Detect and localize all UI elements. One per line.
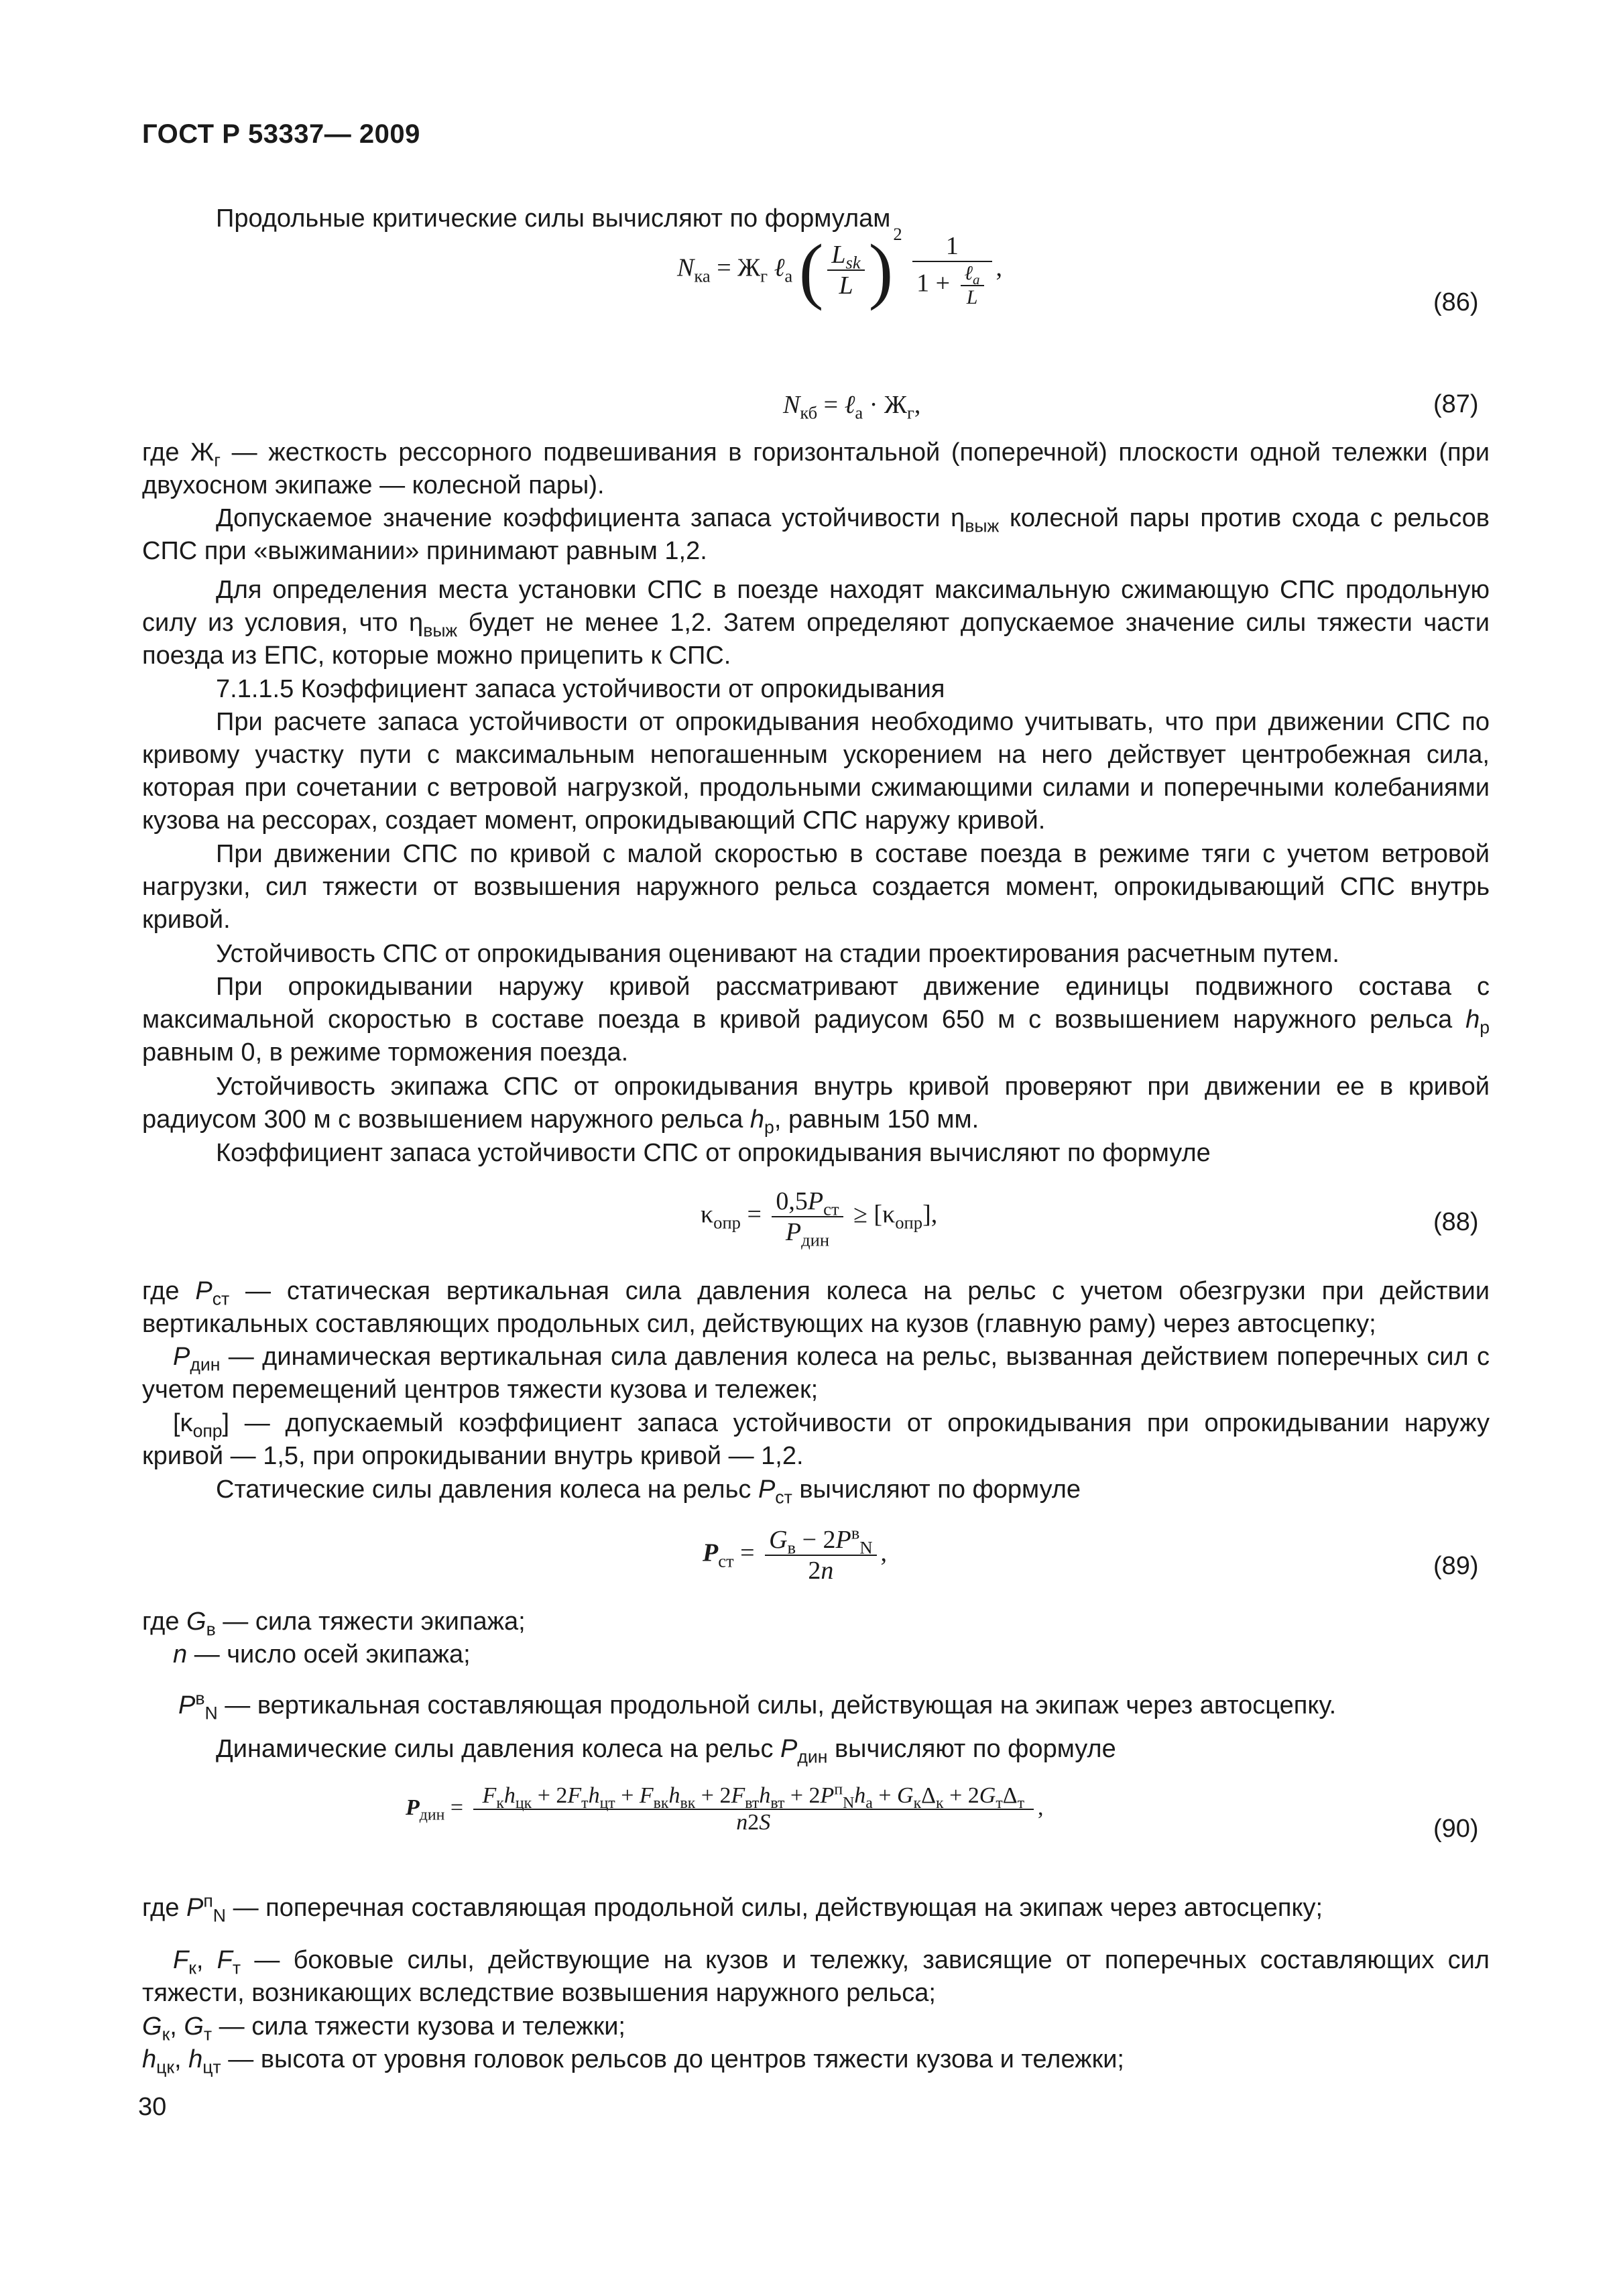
equation-number-88: (88) [1433,1208,1479,1236]
paragraph: При опрокидывании наружу кривой рассматривают движение единицы подвижного состава с максимальной скоростью в составе поезда в кривой радиусом 650 м с возвышением наружного рельса $h_р$ равным 0, в режиме торможения поезда. [142,973,1490,1067]
equation-number-87: (87) [1433,390,1479,418]
formula-86: $N_{ка} = Ж_г$ ℓ$_а$ ( $\frac{L_{sk}}{L}$ )$^2$ 1 1 + $\frac{\ell_а}{L}$ , [677,224,1003,311]
section-heading: 7.1.1.5 Коэффициент запаса устойчивости от опрокидывания [216,675,945,703]
paragraph: Динамические силы давления колеса на рельс $P_{дин}$ вычисляют по формуле [216,1735,1116,1767]
page-number: 30 [138,2093,167,2121]
equation-number-89: (89) [1433,1552,1479,1580]
equation-number-86: (86) [1433,288,1479,316]
formula-89: $P_{ст}$ = $\frac{G_в - 2P^в_N}{2n}$ , [703,1522,888,1585]
paragraph: n — число осей экипажа; [173,1640,471,1669]
paragraph: Допускаемое значение коэффициента запаса устойчивости $\eta_{выж}$ колесной пары против схода с рельсов СПС при «выжимании» принимают равным 1,2. [142,504,1490,565]
paragraph: При расчете запаса устойчивости от опрокидывания необходимо учитывать, что при движении СПС по кривому участку пути с максимальным непогашенным ускорением на него действует центробежная сила, которая при сочетании с ветровой нагрузкой, продольными сжимающими силами и поперечными колебаниями кузова на рессорах, создает момент, опрокидывающий СПС наружу кривой. [142,708,1490,835]
equation-number-90: (90) [1433,1815,1479,1843]
paragraph: Статические силы давления колеса на рельс $P_{ст}$ вычисляют по формуле [216,1475,1081,1508]
paragraph: Продольные критические силы вычисляют по формулам [216,204,891,233]
paragraph: где $G_в$ — сила тяжести экипажа; [142,1608,526,1640]
document-header: ГОСТ Р 53337— 2009 [142,119,420,149]
paragraph: $[\kappa_{опр}]$ — допускаемый коэффициент запаса устойчивости от опрокидывания при опрокидывании наружу кривой — 1,5, при опрокидывании внутрь кривой — 1,2. [142,1409,1490,1470]
formula-90: $P_{дин}$ = $\frac{F_кh_{цк} + 2F_тh_{цт} + F_{вк}h_{вк} + 2F_{вт}h_{вт} + 2P^п_Nh_а + G_к\Delta_к + 2G_т\Delta_т}{n2S}$ , [406,1780,1044,1835]
paragraph: где $P^п_N$ — поперечная составляющая продольной силы, действующая на экипаж через автосцепку; [142,1890,1323,1926]
paragraph: Устойчивость СПС от опрокидывания оценивают на стадии проектирования расчетным путем. [216,940,1339,968]
paragraph: $P_{дин}$ — динамическая вертикальная сила давления колеса на рельс, вызванная действием поперечных сил с учетом перемещений центров тяжести кузова и тележек; [142,1343,1490,1404]
paragraph: где $Ж_г$ — жесткость рессорного подвешивания в горизонтальной (поперечной) плоскости одной тележки (при двухосном экипаже — колесной пары). [142,438,1490,499]
paragraph: $h_{цк}$, $h_{цт}$ — высота от уровня головок рельсов до центров тяжести кузова и тележки; [142,2045,1124,2077]
formula-87: $N_{кб}$ = ℓ$_а$ · $Ж_г$, [783,391,921,423]
paragraph: $F_к$, $F_т$ — боковые силы, действующие на кузов и тележку, зависящие от поперечных составляющих сил тяжести, возникающих вследствие возвышения наружного рельса; [142,1946,1490,2007]
paragraph: Коэффициент запаса устойчивости СПС от опрокидывания вычисляют по формуле [216,1139,1211,1167]
paragraph: $P^в_N$ — вертикальная составляющая продольной силы, действующая на экипаж через автосцепку. [178,1688,1337,1724]
paragraph: При движении СПС по кривой с малой скоростью в составе поезда в режиме тяги с учетом ветровой нагрузки, сил тяжести от возвышения наружного рельса создается момент, опрокидывающий СПС внутрь кривой. [142,840,1490,934]
paragraph: Устойчивость экипажа СПС от опрокидывания внутрь кривой проверяют при движении ее в кривой радиусом 300 м с возвышением наружного рельса $h_р$, равным 150 мм. [142,1073,1490,1138]
formula-88: $\kappa_{опр}$ = $\frac{0,5P_{ст}}{P_{дин}}$ ≥ $[\kappa_{опр}]$, [701,1187,938,1250]
paragraph: $G_к$, $G_т$ — сила тяжести кузова и тележки; [142,2012,625,2045]
paragraph: где $P_{ст}$ — статическая вертикальная сила давления колеса на рельс с учетом обезгрузки при действии вертикальных составляющих продольных сил, действующих на кузов (главную раму) через автосцепку; [142,1277,1490,1338]
paragraph: Для определения места установки СПС в поезде находят максимальную сжимающую СПС продольную силу из условия, что $\eta_{выж}$ будет не менее 1,2. Затем определяют допускаемое значение силы тяжести части поезда из ЕПС, которые можно прицепить к СПС. [142,576,1490,670]
